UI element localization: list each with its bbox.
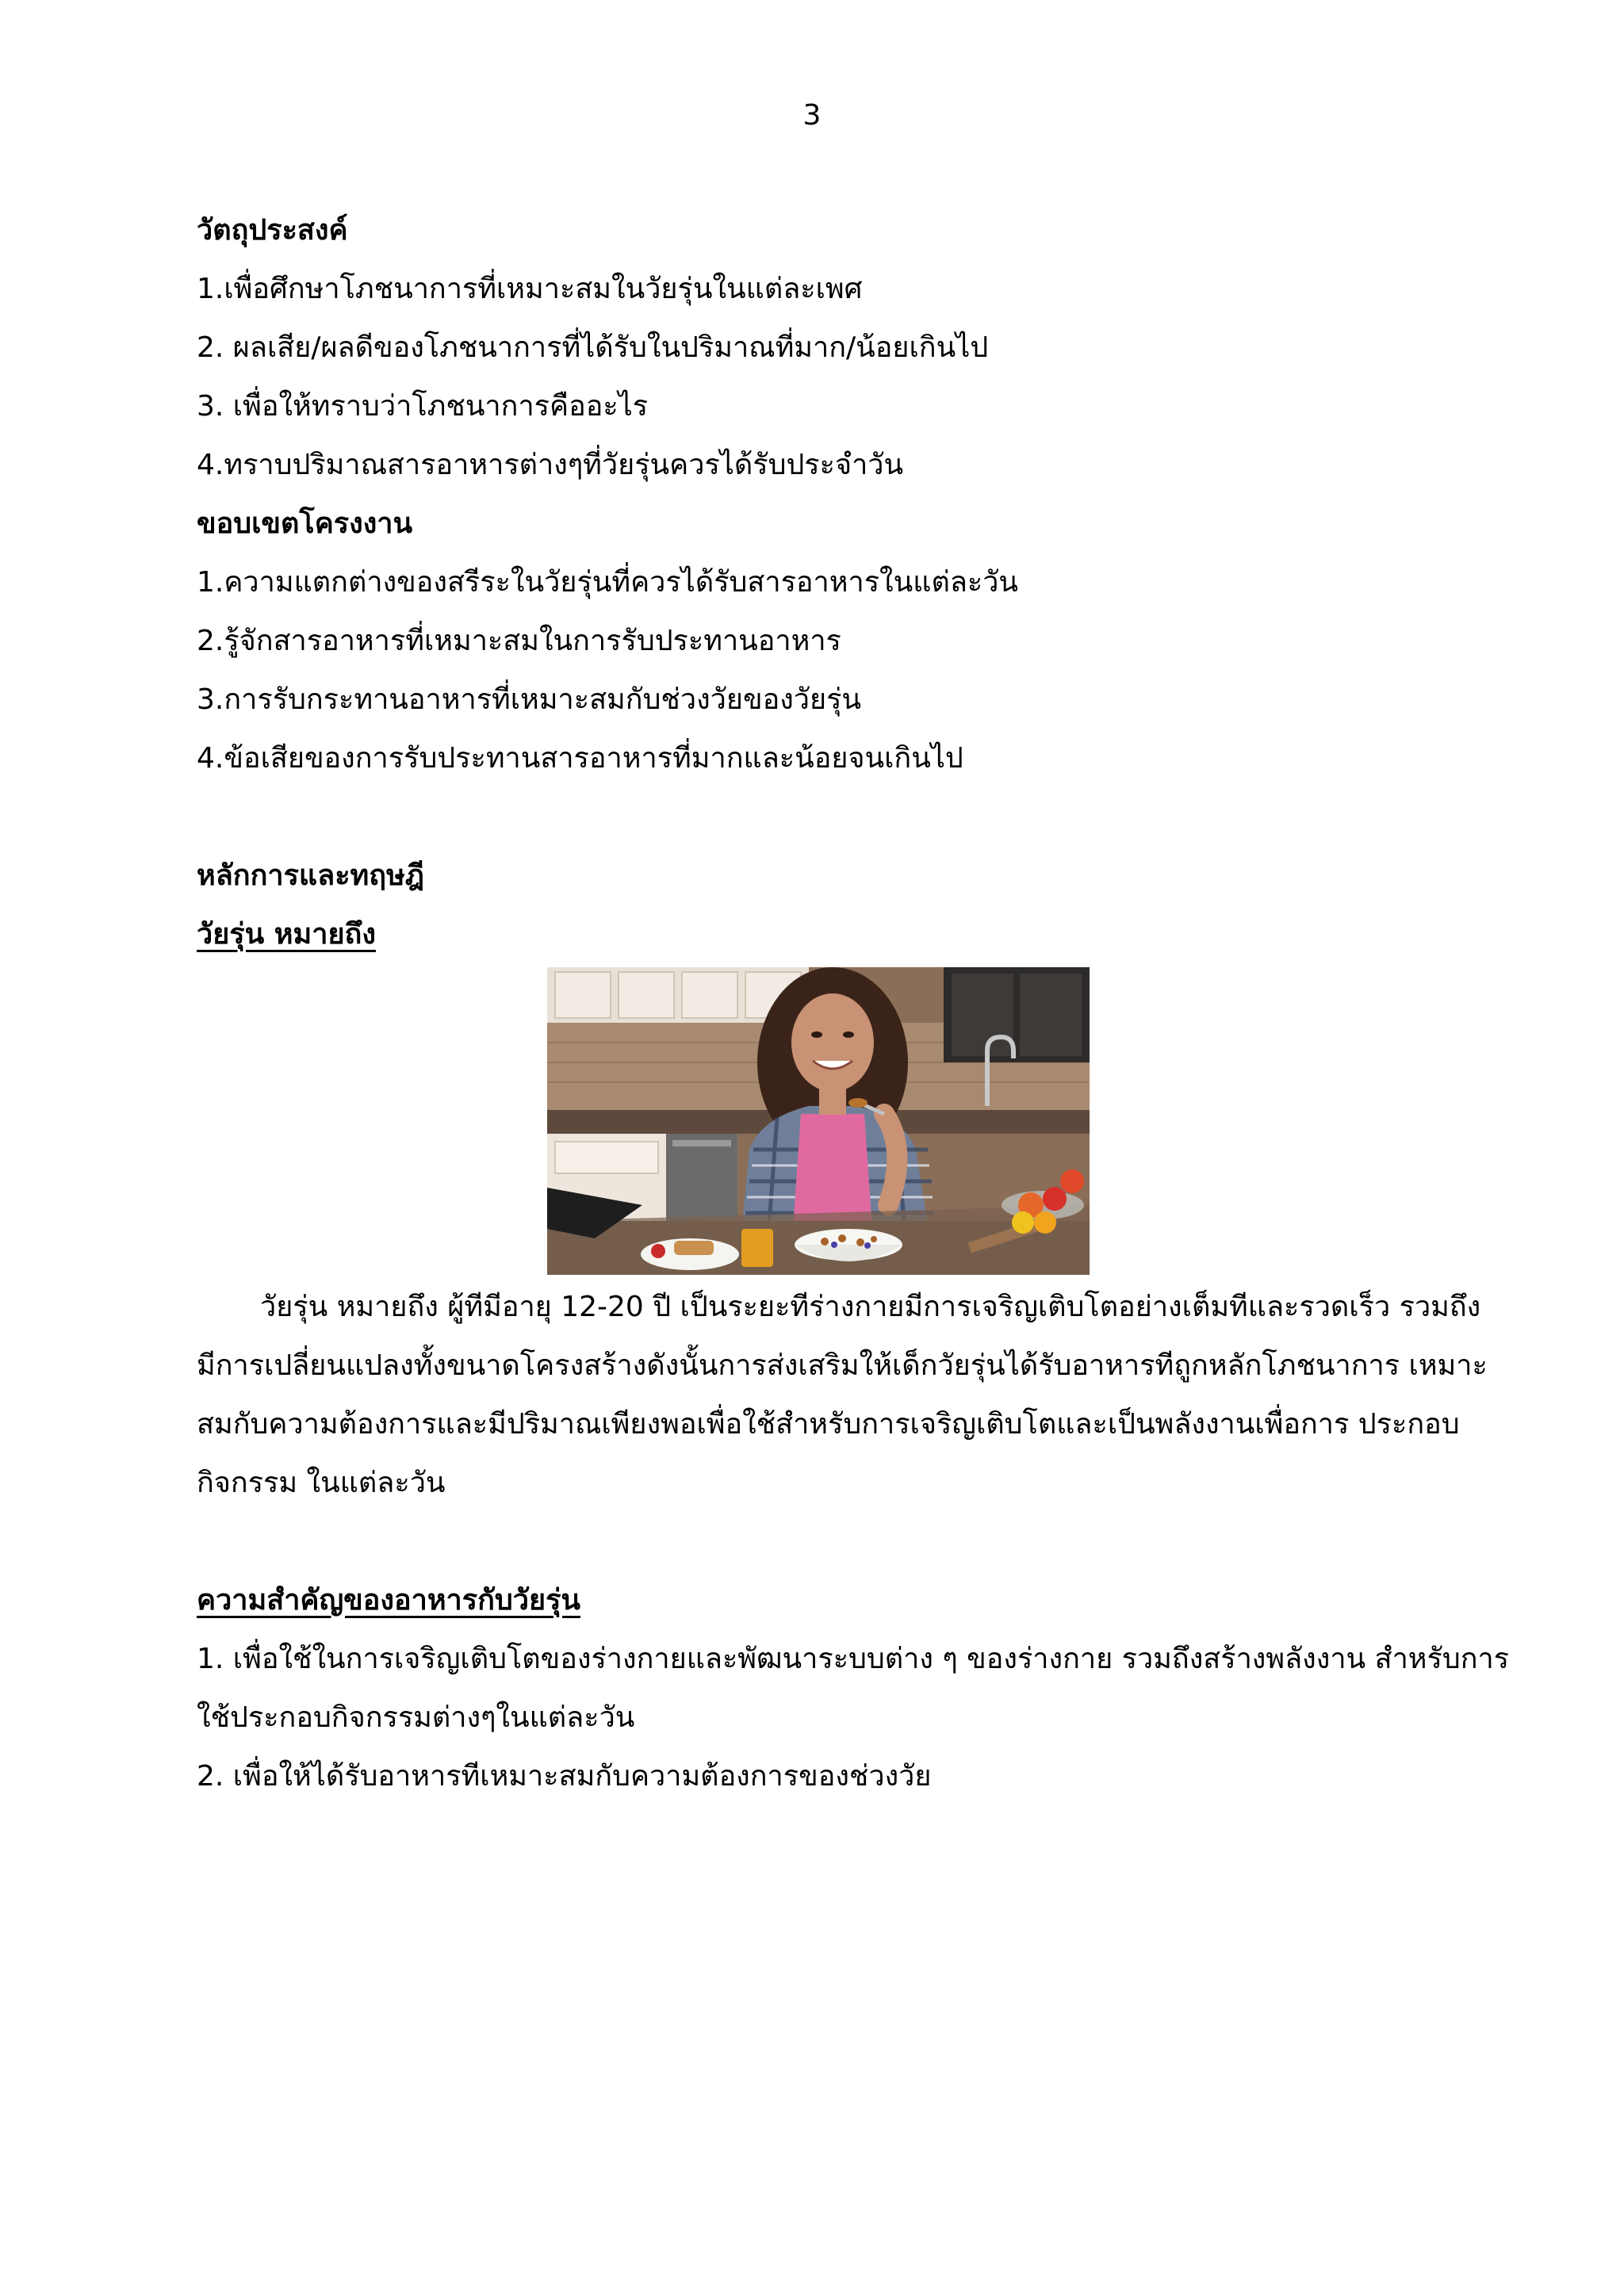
objective-item: 4.ทราบปริมาณสารอาหารต่างๆที่วัยรุ่นควรได้รับประจำวัน <box>197 449 904 481</box>
objective-item: 1.เพื่อศึกษาโภชนาการที่เหมาะสมในวัยรุ่นในแต่ละเพศ <box>197 273 863 305</box>
teen-eating-breakfast-photo <box>547 967 1090 1275</box>
importance-item-2: 2. เพื่อให้ได้รับอาหารทีเหมาะสมกับความต้องการของช่วงวัย <box>197 1760 932 1793</box>
scope-item: 2.รู้จักสารอาหารที่เหมาะสมในการรับประทานอาหาร <box>197 625 841 657</box>
teen-definition-subheading: วัยรุ่น หมายถึง <box>197 918 376 951</box>
teen-definition-paragraph <box>197 1278 1488 1513</box>
principles-heading: หลักการและทฤษฎี <box>197 859 424 892</box>
scope-item: 1.ความแตกต่างของสรีระในวัยรุ่นที่ควรได้รับสารอาหารในแต่ละวัน <box>197 566 1019 599</box>
objective-item: 2. ผลเสีย/ผลดีของโภชนาการที่ได้รับในปริมาณที่มาก/น้อยเกินไป <box>197 331 989 364</box>
section-gap <box>197 788 1434 847</box>
paragraph-line: วัยรุ่น หมายถึง ผู้ทีมีอายุ 12-20 ปี เป็นระยะทีร่างกายมีการเจริญเติบโตอย่างเต็มทีและรวดเร็ว รวมถึง <box>260 1291 1481 1323</box>
objectives-heading: วัตถุประสงค์ <box>197 214 348 247</box>
paragraph-line: สมกับความต้องการและมีปริมาณเพียงพอเพื่อใช้สำหรับการเจริญเติบโตและเป็นพลังงานเพื่อการ ประกอบ <box>197 1408 1460 1441</box>
page-number: 3 <box>802 99 822 132</box>
paragraph-line: กิจกรรม ในแต่ละวัน <box>197 1467 446 1499</box>
document-body <box>197 201 1510 1806</box>
scope-item: 3.การรับกระทานอาหารที่เหมาะสมกับช่วงวัยของวัยรุ่น <box>197 683 862 716</box>
photo-container <box>197 967 1434 1278</box>
importance-item-1-line: 1. เพื่อใช้ในการเจริญเติบโตของร่างกายและพัฒนาระบบต่าง ๆ ของร่างกาย รวมถึงสร้างพลังงาน สำหรับการ <box>197 1643 1510 1675</box>
importance-item-1-line: ใช้ประกอบกิจกรรมต่างๆในแต่ละวัน <box>197 1701 635 1734</box>
scope-item: 4.ข้อเสียของการรับประทานสารอาหารที่มากและน้อยจนเกินไป <box>197 742 963 775</box>
section-gap <box>197 1513 1434 1571</box>
paragraph-line: มีการเปลี่ยนแปลงทั้งขนาดโครงสร้างดังนั้นการส่งเสริมให้เด็กวัยรุ่นได้รับอาหารทีถูกหลักโภชนาการ เหมาะ <box>197 1349 1488 1382</box>
objective-item: 3. เพื่อให้ทราบว่าโภชนาการคืออะไร <box>197 390 649 423</box>
scope-heading: ขอบเขตโครงงาน <box>197 507 413 540</box>
importance-heading: ความสำคัญของอาหารกับวัยรุ่น <box>197 1584 581 1617</box>
